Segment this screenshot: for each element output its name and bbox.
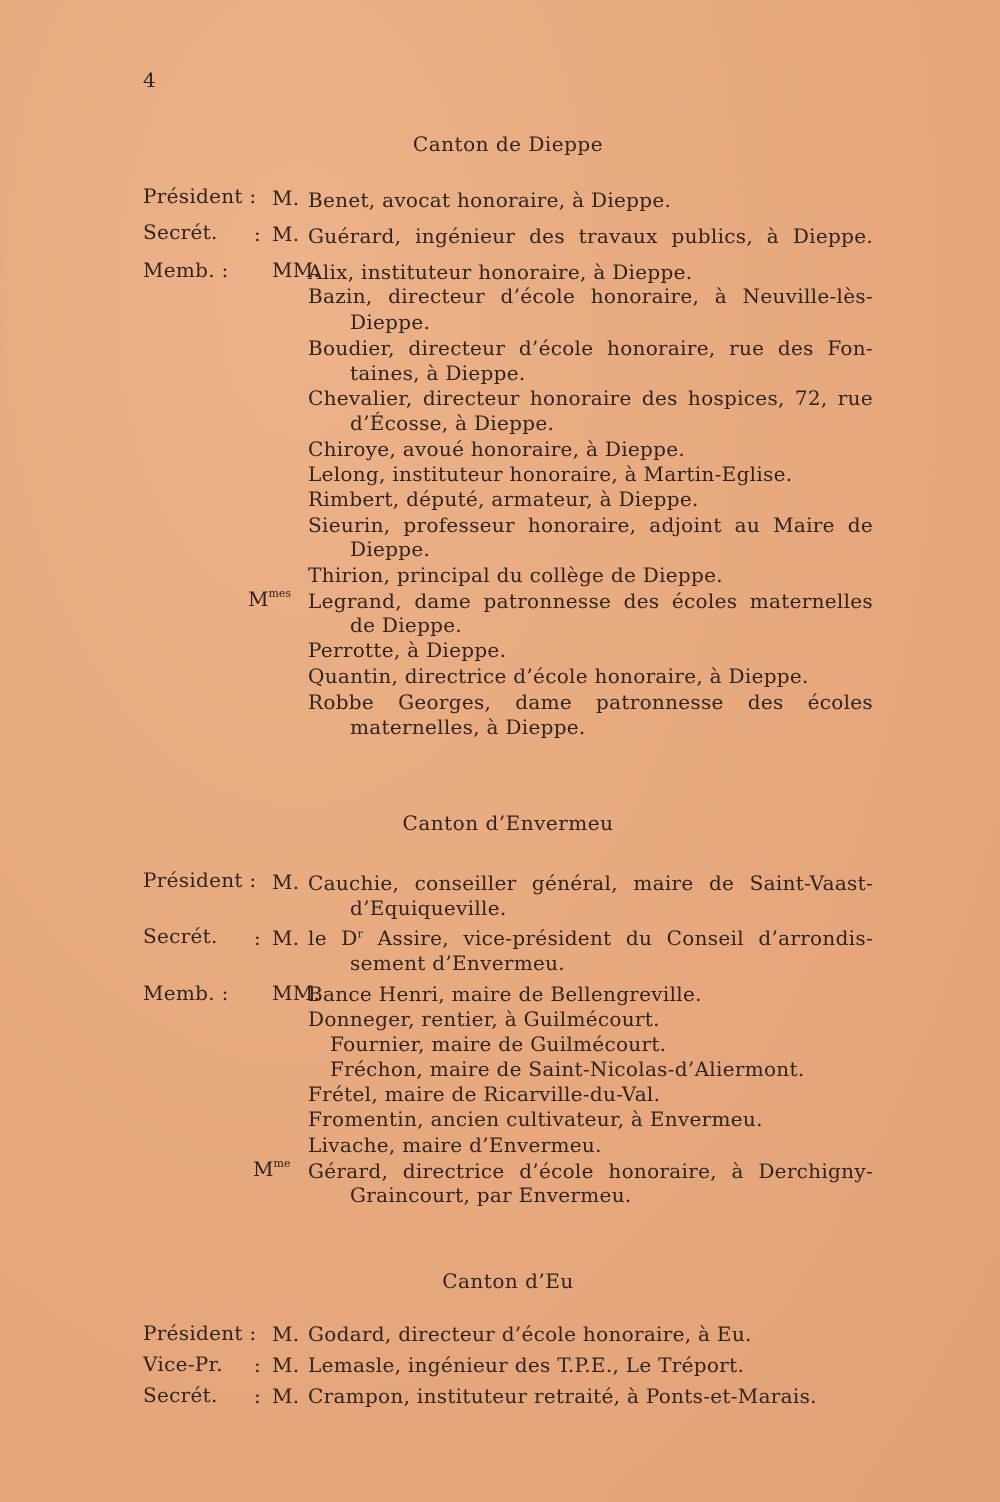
member-entry: Fromentin, ancien cultivateur, à Envermeu.	[308, 1107, 763, 1131]
entry-text-cont: d’Equiqueville.	[350, 896, 507, 920]
colon: :	[254, 222, 262, 246]
role-membres: Memb. :	[143, 981, 229, 1005]
honorific: M.	[272, 926, 300, 950]
member-entry-cont: Graincourt, par Envermeu.	[350, 1183, 632, 1207]
canton-title-dieppe: Canton de Dieppe	[412, 132, 604, 156]
role-vice-president: Vice-Pr.	[143, 1352, 223, 1376]
member-entry: Bazin, directeur d’école honoraire, à Neuville-lès-	[308, 284, 873, 308]
member-entry-cont: de Dieppe.	[350, 613, 463, 637]
member-entry: Livache, maire d’Envermeu.	[308, 1133, 602, 1157]
role-president: Président :	[143, 868, 257, 892]
member-entry-cont: taines, à Dieppe.	[350, 361, 526, 385]
member-entry: Perrotte, à Dieppe.	[308, 638, 507, 662]
member-entry-cont: d’Écosse, à Dieppe.	[350, 411, 555, 435]
honorific: M.	[272, 222, 300, 246]
honorific-madame: $M^{me}$	[253, 1157, 291, 1181]
member-entry: Sieurin, professeur honoraire, adjoint au Maire de	[308, 513, 873, 537]
honorific: MM.	[272, 981, 321, 1005]
entry-text-cont: sement d’Envermeu.	[350, 951, 565, 975]
colon: :	[254, 926, 262, 950]
honorific-mesdames: $M^{mes}$	[248, 587, 292, 611]
member-entry: Fournier, maire de Guilmécourt.	[330, 1032, 667, 1056]
honorific: M.	[272, 1384, 300, 1408]
canton-title-eu: Canton d’Eu	[442, 1269, 574, 1293]
role-secretaire: Secrét.	[143, 1383, 218, 1407]
member-entry: Chiroye, avoué honoraire, à Dieppe.	[308, 437, 686, 461]
entry-text: Alix, instituteur honoraire, à Dieppe.	[308, 260, 693, 284]
member-entry: Boudier, directeur d’école honoraire, rue des Fon-	[308, 336, 873, 360]
member-entry: Frétel, maire de Ricarville-du-Val.	[308, 1082, 661, 1106]
member-entry-cont: Dieppe.	[350, 310, 431, 334]
entry-text: Bance Henri, maire de Bellengreville.	[308, 982, 702, 1006]
honorific: M.	[272, 1322, 300, 1346]
member-entry: Fréchon, maire de Saint-Nicolas-d’Aliermont.	[330, 1057, 805, 1081]
member-entry: Thirion, principal du collège de Dieppe.	[308, 563, 723, 587]
entry-text: Godard, directeur d’école honoraire, à Eu.	[308, 1322, 752, 1346]
role-membres: Memb. :	[143, 258, 229, 282]
entry-text: Crampon, instituteur retraité, à Ponts-et-Marais.	[308, 1384, 817, 1408]
role-president: Président :	[143, 1321, 257, 1345]
member-entry: Donneger, rentier, à Guilmécourt.	[308, 1007, 660, 1031]
member-entry: Legrand, dame patronnesse des écoles maternelles	[308, 589, 873, 613]
entry-text: Guérard, ingénieur des travaux publics, à Dieppe.	[308, 224, 873, 248]
role-secretaire: Secrét.	[143, 220, 218, 244]
honorific: MM.	[272, 258, 321, 282]
entry-text: Benet, avocat honoraire, à Dieppe.	[308, 188, 672, 212]
colon: :	[254, 1353, 262, 1377]
member-entry-cont: maternelles, à Dieppe.	[350, 715, 586, 739]
role-secretaire: Secrét.	[143, 924, 218, 948]
colon: :	[254, 1384, 262, 1408]
page-number: 4	[143, 68, 156, 92]
member-entry: Lelong, instituteur honoraire, à Martin-Eglise.	[308, 462, 793, 486]
entry-text: le $D^r$ Assire, vice-président du Conseil d’arrondis-	[308, 926, 874, 950]
entry-text: Lemasle, ingénieur des T.P.E., Le Tréport.	[308, 1353, 745, 1377]
member-entry: Quantin, directrice d’école honoraire, à Dieppe.	[308, 664, 809, 688]
member-entry: Robbe Georges, dame patronnesse des écoles	[308, 690, 873, 714]
member-entry: Rimbert, député, armateur, à Dieppe.	[308, 487, 699, 511]
honorific: M.	[272, 186, 300, 210]
member-entry: Gérard, directrice d’école honoraire, à Derchigny-	[308, 1159, 873, 1183]
role-president: Président :	[143, 184, 257, 208]
member-entry-cont: Dieppe.	[350, 537, 431, 561]
member-entry: Chevalier, directeur honoraire des hospices, 72, rue	[308, 386, 873, 410]
honorific: M.	[272, 870, 300, 894]
entry-text: Cauchie, conseiller général, maire de Saint-Vaast-	[308, 871, 873, 895]
honorific: M.	[272, 1353, 300, 1377]
canton-title-envermeu: Canton d’Envermeu	[402, 811, 614, 835]
